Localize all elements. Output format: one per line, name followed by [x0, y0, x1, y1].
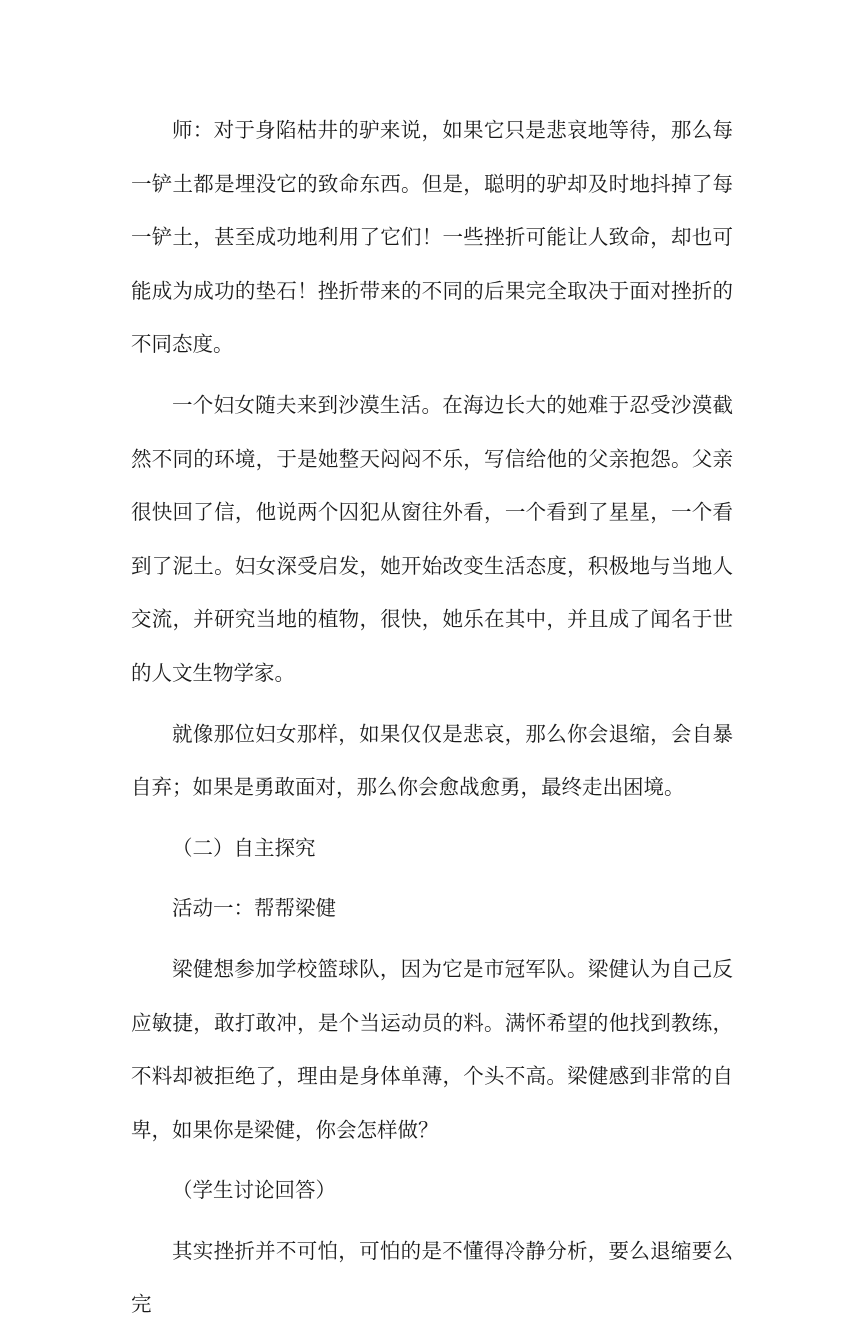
paragraph-teacher-commentary: 师：对于身陷枯井的驴来说，如果它只是悲哀地等待，那么每一铲土都是埋没它的致命东西。但是，聪明的驴却及时地抖掉了每一铲土，甚至成功地利用了它们！一些挫折可能让人致命，却也可能成为成功的垫石！挫折带来的不同的后果完全取决于面对挫折的不同态度。 [131, 118, 733, 357]
document-body [131, 104, 733, 1332]
paragraph-desert-story: 一个妇女随夫来到沙漠生活。在海边长大的她难于忍受沙漠截然不同的环境，于是她整天闷闷不乐，写信给他的父亲抱怨。父亲很快回了信，他说两个囚犯从窗往外看，一个看到了星星，一个看到了泥土。妇女深受启发，她开始改变生活态度，积极地与当地人交流，并研究当地的植物，很快，她乐在其中，并且成了闻名于世的人文生物学家。 [131, 392, 733, 685]
section-heading-self-exploration: （二）自主探究 [172, 835, 316, 860]
paragraph-conclusion: 其实挫折并不可怕，可怕的是不懂得冷静分析，要么退缩要么完 [131, 1238, 733, 1317]
paragraph-liang-jian-case: 梁健想参加学校篮球队，因为它是市冠军队。梁健认为自己反应敏捷，敢打敢冲，是个当运动员的料。满怀希望的他找到教练，不料却被拒绝了，理由是身体单薄，个头不高。梁健感到非常的自卑，如果你是梁健，你会怎样做？ [131, 956, 733, 1142]
activity-heading: 活动一：帮帮梁健 [172, 896, 336, 921]
paragraph-story-lesson: 就像那位妇女那样，如果仅仅是悲哀，那么你会退缩，会自暴自弃；如果是勇敢面对，那么你会愈战愈勇，最终走出困境。 [131, 721, 733, 800]
paragraph-student-discussion: （学生讨论回答） [172, 1178, 336, 1203]
